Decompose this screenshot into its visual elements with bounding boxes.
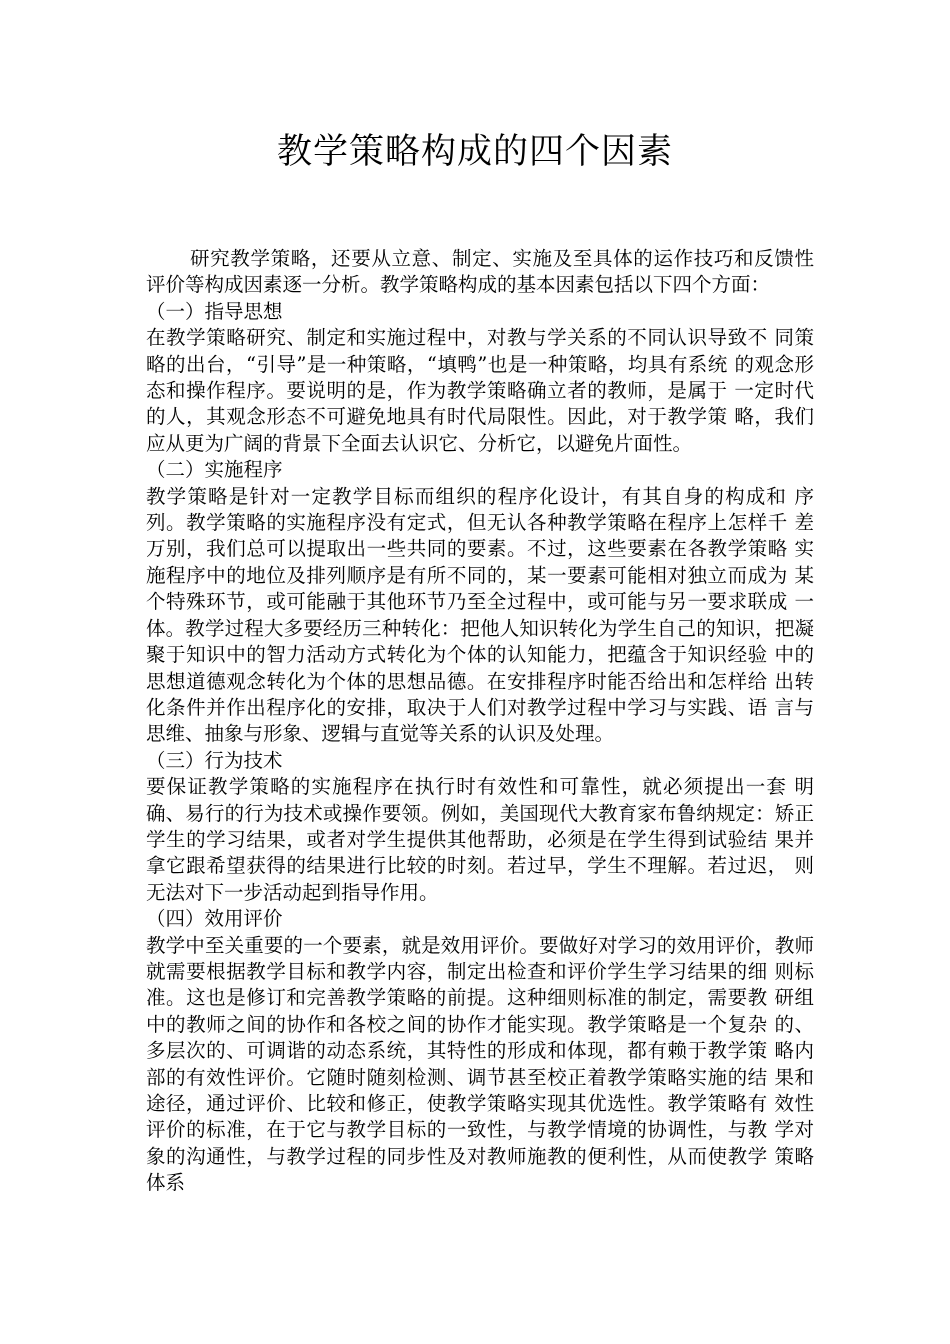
- section-body-effectiveness-evaluation: 教学中至关重要的一个要素，就是效用评价。要做好对学习的效用评价，教师就需要根据教学目标和教学内容，制定出检查和评价学生学习结果的细 则标准。这也是修订和完善教学策略的前提。这种细则标准的制定，需要教 研组中的教师之间的协作和各校之间的协作才能实现。教学策略是一个复杂 的、多层次的、可调谐的动态系统，其特性的形成和体现，都有赖于教学策 略内部的有效性评价。它随时随刻检测、调节甚至校正着教学策略实施的结 果和途径，通过评价、比较和修正，使教学策略实现其优选性。教学策略有 效性评价的标准，在于它与教学目标的一致性，与教学情境的协调性，与教 学对象的沟通性，与教学过程的同步性及对教师施教的便利性，从而使教学 策略体系: [146, 933, 814, 1195]
- intro-paragraph: 研究教学策略，还要从立意、制定、实施及至具体的运作技巧和反馈性 评价等构成因素逐一分析。教学策略构成的基本因素包括以下四个方面：: [146, 247, 814, 297]
- section-heading-guiding-thought: （一）指导思想: [146, 299, 283, 323]
- section-heading-implementation-procedure: （二）实施程序: [146, 458, 283, 482]
- section-heading-behavior-technique: （三）行为技术: [146, 748, 283, 772]
- section-body-implementation-procedure: 教学策略是针对一定教学目标而组织的程序化设计，有其自身的构成和 序列。教学策略的实施程序没有定式，但无认各种教学策略在程序上怎样千 差万别，我们总可以提取出一些共同的要素。不过，这些要素在各教学策略 实施程序中的地位及排列顺序是有所不同的，某一要素可能相对独立而成为 某个特殊环节，或可能融于其他环节乃至全过程中，或可能与另一要求联成 一体。教学过程大多要经历三种转化：把他人知识转化为学生自己的知识，把凝聚于知识中的智力活动方式转化为个体的认知能力，把蕴含于知识经验 中的思想道德观念转化为个体的思想品德。在安排程序时能否给出和怎样给 出转化条件并作出程序化的安排，取决于人们对教学过程中学习与实践、语 言与思维、抽象与形象、逻辑与直觉等关系的认识及处理。: [146, 484, 814, 746]
- document-body: [146, 246, 814, 1197]
- document-title: 教学策略构成的四个因素: [276, 132, 673, 172]
- section-heading-effectiveness-evaluation: （四）效用评价: [146, 907, 283, 931]
- section-body-guiding-thought: 在教学策略研究、制定和实施过程中，对教与学关系的不同认识导致不 同策略的出台，“引导”是一种策略，“填鸭”也是一种策略，均具有系统 的观念形态和操作程序。要说明的是，作为教学策略确立者的教师，是属于 一定时代的人，其观念形态不可避免地具有时代局限性。因此，对于教学策 略，我们应从更为广阔的背景下全面去认识它、分析它，以避免片面性。: [146, 326, 814, 455]
- section-body-behavior-technique: 要保证教学策略的实施程序在执行时有效性和可靠性，就必须提出一套 明确、易行的行为技术或操作要领。例如，美国现代大教育家布鲁纳规定：矫正学生的学习结果，或者对学生提供其他帮助，必须是在学生得到试验结 果并拿它跟希望获得的结果进行比较的时刻。若过早，学生不理解。若过迟， 则无法对下一步活动起到指导作用。: [146, 775, 814, 904]
